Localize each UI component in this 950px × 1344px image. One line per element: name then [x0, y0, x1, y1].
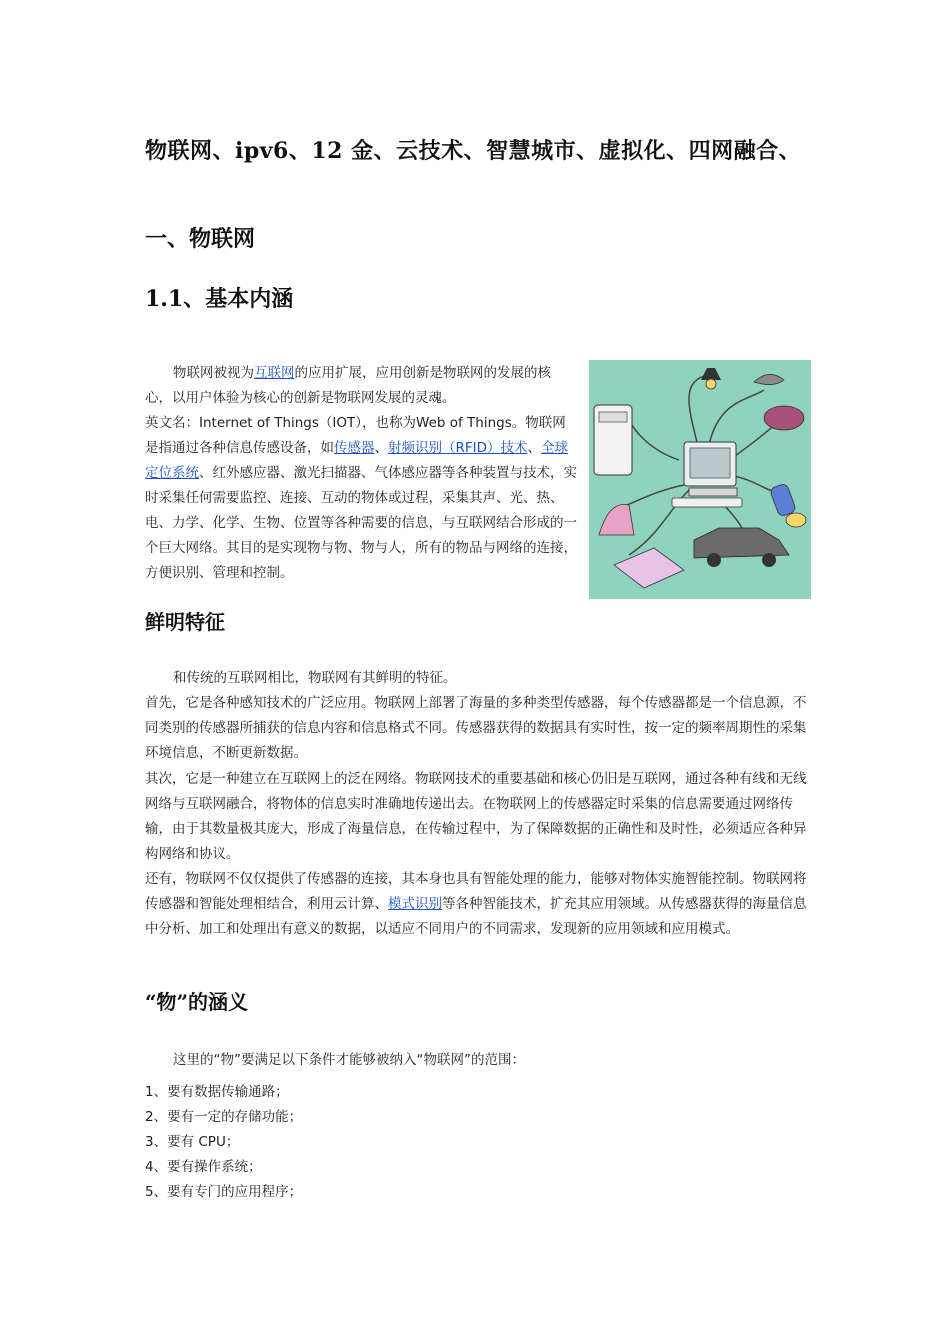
- features-paragraph-2: 其次，它是一种建立在互联网上的泛在网络。物联网技术的重要基础和核心仍旧是互联网，通过各种有线和无线网络与互联网融合，将物体的信息实时准确地传递出去。在物联网上的传感器定时采集的信息需要通过网络传输，由于其数量极其庞大，形成了海量信息，在传输过程中，为了保障数据的正确性和及时性，必须适应各种异构网络和协议。: [145, 771, 807, 862]
- features-paragraph-3: 还有，物联网不仅仅提供了传感器的连接，其本身也具有智能处理的能力，能够对物体实施智能控制。物联网将传感器和智能处理相结合，利用云计算、模式识别等各种智能技术，扩充其应用领域。从传感器获得的海量信息中分析、加工和处理出有意义的数据，以适应不同用户的不同需求，发现新的应用领域和应用模式。: [145, 871, 807, 937]
- list-item: 3、要有 CPU；: [145, 1134, 240, 1150]
- link-internet[interactable]: 互联网: [254, 365, 295, 381]
- intro-paragraph-1: 物联网被视为互联网的应用扩展，应用创新是物联网的发展的核心，以用户体验为核心的创新是物联网发展的灵魂。: [145, 365, 551, 406]
- meaning-heading: “物”的涵义: [145, 990, 249, 1014]
- features-heading: 鲜明特征: [145, 610, 225, 634]
- link-sensor[interactable]: 传感器: [334, 440, 375, 456]
- list-item: 2、要有一定的存储功能；: [145, 1109, 303, 1125]
- intro-paragraph-2: 英文名：Internet of Things（IOT），也称为Web of Things。物联网是指通过各种信息传感设备，如传感器、射频识别（RFID）技术、全球定位系统、红外感应器、激光扫描器、气体感应器等各种装置与技术，实时采集任何需要监控、连接、互动的物体或过程，采集其声、光、热、电、力学、化学、生物、位置等各种需要的信息，与互联网结合形成的一个巨大网络。其目的是实现物与物、物与人，所有的物品与网络的连接，方便识别、管理和控制。: [145, 415, 577, 581]
- features-paragraph-1: 首先，它是各种感知技术的广泛应用。物联网上部署了海量的多种类型传感器，每个传感器都是一个信息源，不同类别的传感器所捕获的信息内容和信息格式不同。传感器获得的数据具有实时性，按一定的频率周期性的采集环境信息，不断更新数据。: [145, 695, 807, 761]
- meaning-intro: 这里的“物”要满足以下条件才能够被纳入“物联网”的范围：: [173, 1052, 525, 1068]
- subsection-heading: 1.1、基本内涵: [145, 286, 294, 312]
- features-paragraph-0: 和传统的互联网相比，物联网有其鲜明的特征。: [173, 670, 457, 686]
- link-gps[interactable]: 全球定位系统: [145, 440, 569, 481]
- link-rfid[interactable]: 射频识别（RFID）技术: [388, 440, 528, 456]
- link-pattern-recognition[interactable]: 模式识别: [388, 896, 442, 912]
- list-item: 5、要有专门的应用程序；: [145, 1184, 303, 1200]
- list-item: 1、要有数据传输通路；: [145, 1084, 289, 1100]
- iot-illustration: [589, 360, 811, 599]
- list-item: 4、要有操作系统；: [145, 1159, 262, 1175]
- section-heading: 一、物联网: [145, 226, 256, 252]
- document-title: 物联网、ipv6、12 金、云技术、智慧城市、虚拟化、四网融合、: [145, 138, 802, 164]
- iot-illustration-svg: [589, 360, 811, 599]
